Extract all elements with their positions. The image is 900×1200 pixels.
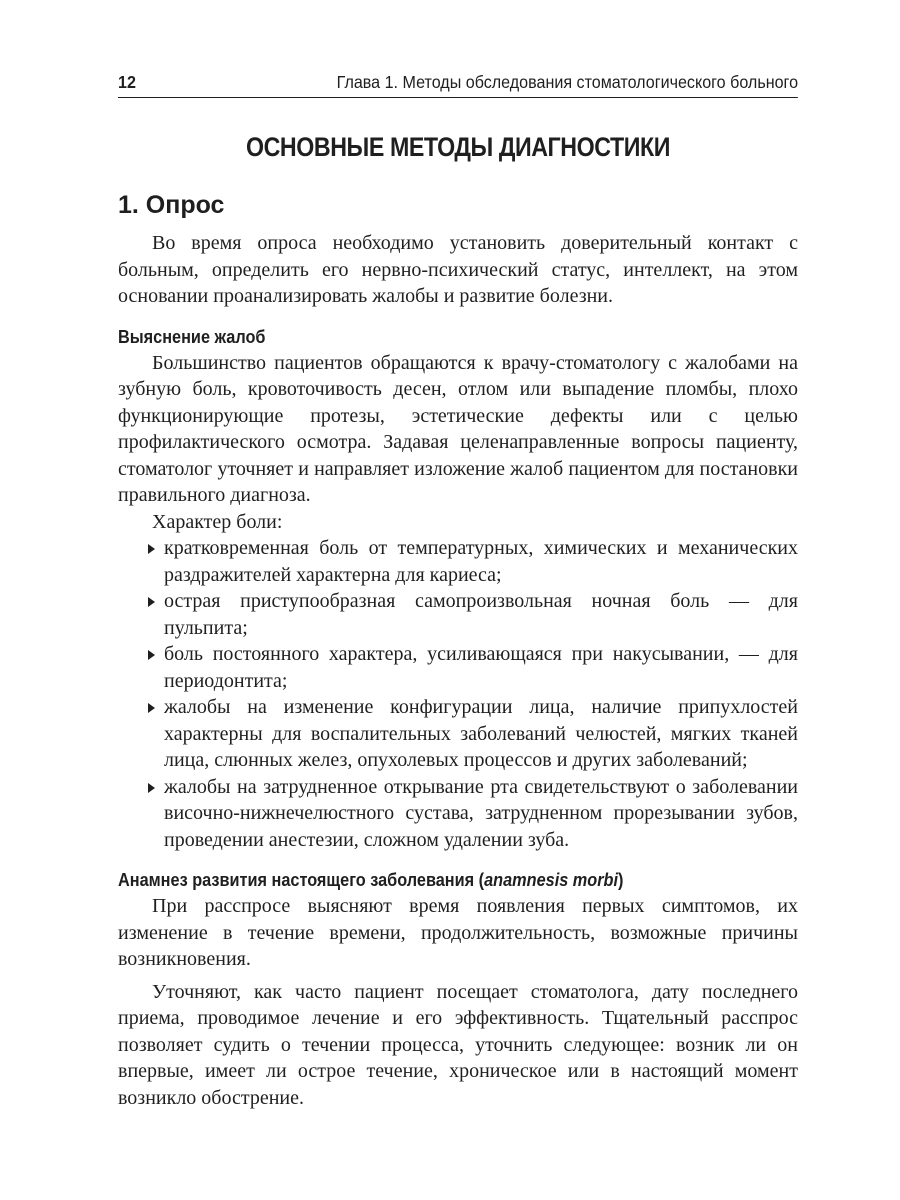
triangle-bullet-icon (148, 783, 155, 793)
chapter-title: Глава 1. Методы обследования стоматологического больного (336, 72, 799, 92)
anamnesis-paragraph-2: Уточняют, как часто пациент посещает стоматолога, дату последнего приема, проводимое лечение и его эффективность. Тщательный расспрос позволяет судить о течении процесса, уточнить следующее: возник ли он впервые, имеет ли острое течение, хроническое или в настоящий момент возникло обострение. (118, 980, 798, 1109)
list-item-text: острая приступообразная самопроизвольная ночная боль — для пульпита; (164, 590, 798, 639)
list-item-text: жалобы на затрудненное открывание рта свидетельствуют о заболевании височно-нижнечелюстного сустава, затрудненном прорезывании зубов, проведении анестезии, сложном удалении зуба. (164, 775, 798, 851)
anamnesis-latin-term: anamnesis morbi (484, 869, 619, 890)
anamnesis-heading-text: Анамнез развития настоящего заболевания (118, 869, 475, 890)
list-item-text: боль постоянного характера, усиливающаяся при накусывании, — для периодонтита; (164, 643, 798, 692)
triangle-bullet-icon (148, 703, 155, 713)
triangle-bullet-icon (148, 597, 155, 607)
book-page (118, 72, 798, 1111)
page-title: ОСНОВНЫЕ МЕТОДЫ ДИАГНОСТИКИ (245, 132, 671, 162)
list-item (118, 588, 798, 641)
intro-paragraph: Во время опроса необходимо установить доверительный контакт с больным, определить его нервно-психический статус, интеллект, на этом основании проанализировать жалобы и развитие болезни. (118, 232, 798, 307)
complaints-heading: Выяснение жалоб (118, 325, 266, 347)
anamnesis-paragraph-1: При расспросе выясняют время появления первых симптомов, их изменение в течение времени, продолжительность, возможные причины возникновения. (118, 895, 798, 970)
running-header (118, 72, 798, 98)
triangle-bullet-icon (148, 650, 155, 660)
section-heading: 1. Опрос (118, 191, 225, 219)
list-item (118, 641, 798, 694)
list-item (118, 535, 798, 588)
list-item-text: жалобы на изменение конфигурации лица, наличие припухлостей характерны для воспалительных заболеваний челюстей, мягких тканей лица, слюнных желез, опухолевых процессов и других заболеваний; (164, 696, 798, 771)
complaints-paragraph: Большинство пациентов обращаются к врачу-стоматологу с жалобами на зубную боль, кровоточивость десен, отлом или выпадение пломбы, плохо функционирующие протезы, эстетические дефекты или с целью профилактического осмотра. Задавая целенаправленные вопросы пациенту, стоматолог уточняет и направляет изложение жалоб пациентом для постановки правильного диагноза. (118, 351, 798, 506)
pain-character-label: Характер боли: (152, 510, 283, 533)
pain-list (118, 535, 798, 853)
triangle-bullet-icon (148, 544, 155, 554)
list-item-text: кратковременная боль от температурных, химических и механических раздражителей характерна для кариеса; (164, 537, 798, 586)
list-item (118, 774, 798, 854)
page-number: 12 (118, 72, 136, 92)
list-item (118, 694, 798, 774)
anamnesis-heading: Анамнез развития настоящего заболевания (anamnesis morbi) (118, 869, 624, 890)
